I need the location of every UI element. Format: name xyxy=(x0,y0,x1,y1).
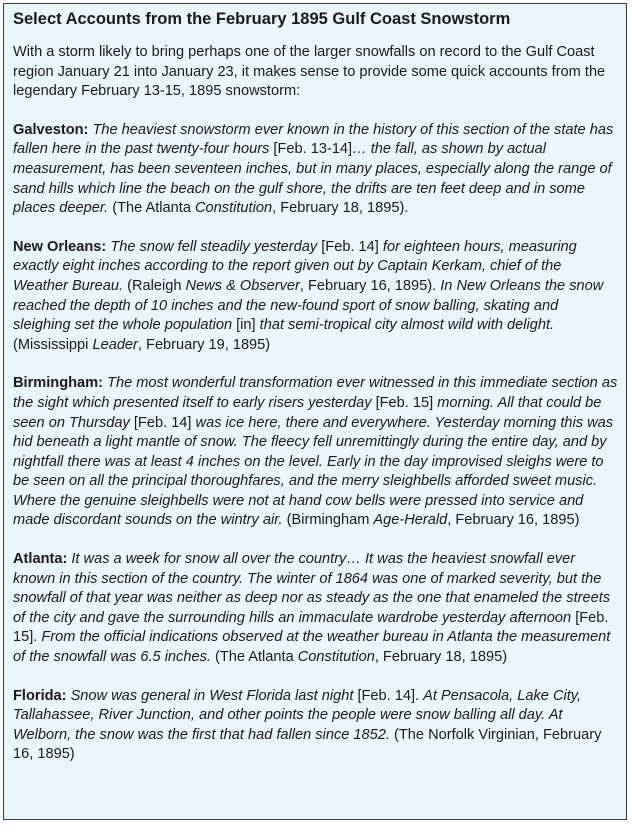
source-publication: Constitution xyxy=(195,200,273,217)
quote-text: The snow fell steadily yesterday xyxy=(106,238,318,255)
quote-text: for eighteen hours, measuring exactly eight inches according to the report given out by Captain Kerkam, chief of the Weather Bureau. xyxy=(13,238,577,294)
place-name: Atlanta: xyxy=(13,551,68,568)
source-date: , February 16, 1895). xyxy=(299,277,441,294)
quote-text: Snow was general in West Florida last night xyxy=(66,687,354,704)
source-publication: Constitution xyxy=(297,649,375,666)
account-florida xyxy=(13,687,618,765)
date-insert: [Feb. 13-14] xyxy=(269,141,353,158)
document-card xyxy=(3,3,627,820)
account-galveston xyxy=(13,121,618,219)
date-insert: [Feb. 15]. xyxy=(13,609,609,646)
date-insert: [Feb. 14]. xyxy=(353,687,424,704)
quote-text: morning. All that could be seen on Thursday xyxy=(13,394,602,431)
source-citation: (Raleigh xyxy=(123,277,186,294)
account-birmingham xyxy=(13,374,618,531)
quote-text: was ice here, there and everywhere. Yesterday morning this was hid beneath a light mantle of snow. The fleecy fell unremittingly during the entire day, and by nightfall there was at least 4 inches on the level. Early in the day improvised sleighs were to be seen on all the principal thoroughfares, and the merry sleighbells afforded sweet music. Where the genuine sleighbells were not at hand cow bells were pressed into service and made discordant sounds on the wintry air. xyxy=(13,414,614,529)
place-name: Florida: xyxy=(13,687,67,704)
account-atlanta xyxy=(13,550,618,668)
document-title: Select Accounts from the February 1895 Gulf Coast Snowstorm xyxy=(13,10,511,28)
source-date: , February 18, 1895). xyxy=(272,200,409,217)
quote-text: At Pensacola, Lake City, Tallahassee, River Junction, and other points the people were snow balling all day. At Welborn, the snow was the first that had fallen since 1852. xyxy=(13,687,582,743)
place-name: Galveston: xyxy=(13,121,89,138)
source-publication: Age-Herald xyxy=(373,512,448,529)
quote-text: The most wonderful transformation ever witnessed in this immediate section as the sight which presented itself to early risers yesterday xyxy=(13,375,618,411)
date-insert: [Feb. 14] xyxy=(129,414,196,431)
source-citation: (The Norfolk Virginian, February 16, 1895) xyxy=(13,726,602,763)
quote-text: It was a week for snow all over the country… It was the heaviest snowfall ever known in this section of the country. The winter of 1864 was one of marked severity, but the snowfall of that year was neither as deep nor as steady as the one that enameled the streets of the city and gave the surrounding hills an immaculate wardrobe yesterday afternoon xyxy=(13,551,611,626)
place-name: New Orleans: xyxy=(13,238,107,255)
quote-text: The heaviest snowstorm ever known in the history of this section of the state has fallen here in the past twenty-four hours xyxy=(13,121,614,158)
source-date: , February 18, 1895) xyxy=(374,649,508,666)
intro-paragraph: With a storm likely to bring perhaps one of the larger snowfalls on record to the Gulf Coast region January 21 into January 23, it makes sense to provide some quick accounts from the legendary February 13-15, 1895 snowstorm: xyxy=(13,44,606,100)
account-new-orleans xyxy=(13,238,618,356)
quote-text: that semi-tropical city almost wild with delight. xyxy=(259,317,555,334)
editorial-insert: [in] xyxy=(232,317,260,334)
source-date: , February 19, 1895) xyxy=(137,336,271,353)
source-citation: (Mississippi xyxy=(13,336,93,353)
quote-text: From the official indications observed at the weather bureau in Atlanta the measurement of the snowfall was 6.5 inches. xyxy=(13,629,611,666)
source-citation: (Birmingham xyxy=(282,512,374,529)
source-date: , February 16, 1895) xyxy=(447,512,580,529)
date-insert: [Feb. 15] xyxy=(371,394,438,411)
quote-text: … the fall, as shown by actual measurement, has been seventeen inches, but in many places, especially along the range of sand hills which line the beach on the gulf shore, the drifts are ten feet deep and in some places deeper. xyxy=(13,141,612,217)
source-citation: (The Atlanta xyxy=(210,649,298,666)
date-insert: [Feb. 14] xyxy=(317,238,383,255)
source-citation: (The Atlanta xyxy=(108,200,196,217)
source-publication: Leader xyxy=(92,336,138,353)
source-publication: News & Observer xyxy=(185,277,300,294)
quote-text: In New Orleans the snow reached the depth of 10 inches and the new-found sport of snow balling, skating and sleighing set the whole population xyxy=(13,277,604,334)
place-name: Birmingham: xyxy=(13,375,103,392)
